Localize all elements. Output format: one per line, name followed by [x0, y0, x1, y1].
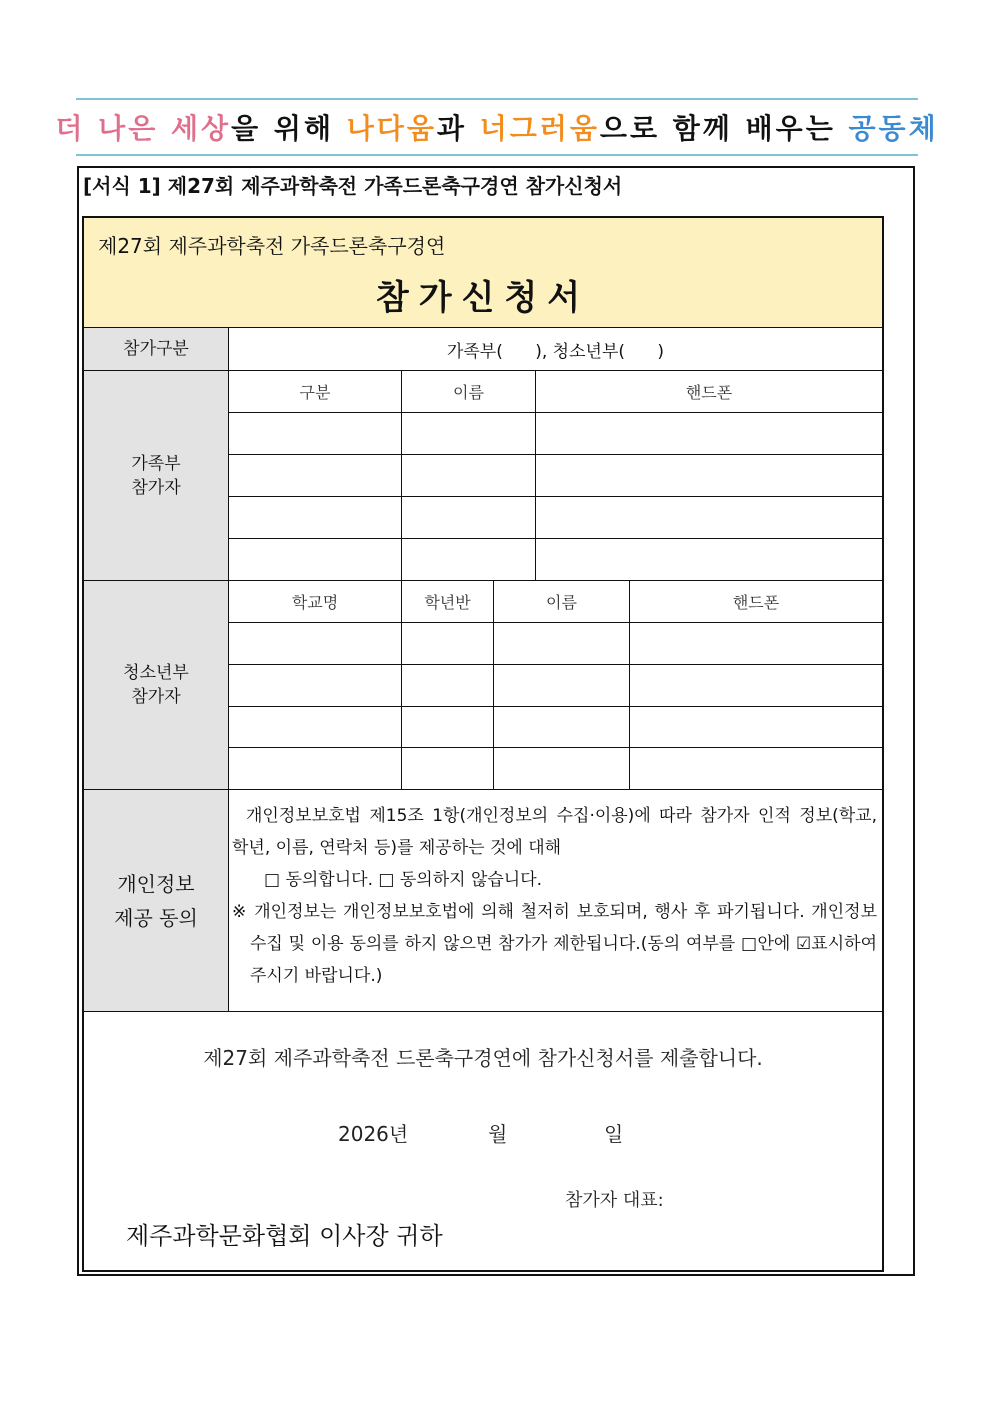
youth-cell[interactable] [630, 748, 882, 789]
family-col-name: 이름 [402, 371, 536, 413]
youth-cell[interactable] [630, 707, 882, 748]
family-cell[interactable] [229, 539, 402, 580]
youth-cell[interactable] [402, 623, 494, 665]
consent-label-line2: 제공 동의 [114, 905, 198, 930]
youth-label-line1: 청소년부 [123, 663, 189, 683]
consent-label [84, 790, 229, 1011]
consent-statement: 개인정보보호법 제15조 1항(개인정보의 수집·이용)에 따라 참가자 인적 정보(학교, 학년, 이름, 연락처 등)를 제공하는 것에 대해 [232, 806, 877, 858]
youth-label [84, 581, 229, 789]
slogan-part: 으로 함께 배우는 [599, 112, 849, 145]
family-cell[interactable] [536, 455, 882, 497]
category-label: 참가구분 [84, 328, 229, 370]
family-label [84, 371, 229, 580]
family-cell[interactable] [229, 455, 402, 497]
family-cell[interactable] [536, 539, 882, 580]
youth-cell[interactable] [229, 748, 402, 789]
youth-cell[interactable] [494, 623, 630, 665]
category-choice[interactable]: 가족부( ), 청소년부( ) [446, 341, 665, 362]
youth-label-line2: 참가자 [131, 687, 181, 707]
family-cell[interactable] [536, 413, 882, 455]
family-cell[interactable] [229, 413, 402, 455]
youth-section [84, 581, 882, 790]
slogan-part: 너그러움 [479, 112, 600, 145]
youth-cell[interactable] [494, 707, 630, 748]
youth-cell[interactable] [630, 665, 882, 707]
consent-checkboxes[interactable]: □ 동의합니다. □ 동의하지 않습니다. [264, 870, 543, 890]
youth-col-phone: 핸드폰 [630, 581, 882, 623]
youth-cell[interactable] [494, 748, 630, 789]
family-cell[interactable] [402, 455, 536, 497]
consent-section [84, 790, 882, 1012]
slogan-part: 을 위해 [231, 112, 347, 145]
family-cell[interactable] [402, 413, 536, 455]
form-caption: [서식 1] 제27회 제주과학축전 가족드론축구경연 참가신청서 [83, 174, 623, 198]
submission-statement: 제27회 제주과학축전 드론축구경연에 참가신청서를 제출합니다. [203, 1046, 763, 1070]
youth-cell[interactable] [229, 623, 402, 665]
date-day[interactable]: 일 [604, 1122, 624, 1146]
family-cell[interactable] [536, 497, 882, 539]
category-row [84, 328, 882, 371]
family-col-phone: 핸드폰 [536, 371, 882, 413]
youth-col-name: 이름 [494, 581, 630, 623]
family-cell[interactable] [229, 497, 402, 539]
family-label-line1: 가족부 [131, 453, 181, 474]
form-title: 참가신청서 [375, 278, 591, 318]
youth-col-grade: 학년반 [402, 581, 494, 623]
youth-cell[interactable] [402, 665, 494, 707]
family-col-type: 구분 [229, 371, 402, 413]
family-section [84, 371, 882, 581]
slogan-banner [55, 98, 939, 156]
date-month[interactable]: 월 [488, 1122, 508, 1146]
family-cell[interactable] [402, 539, 536, 580]
slogan-part: 과 [436, 112, 480, 145]
youth-cell[interactable] [630, 623, 882, 665]
form-header [84, 218, 882, 328]
youth-col-school: 학교명 [229, 581, 402, 623]
consent-label-line1: 개인정보 [117, 871, 195, 896]
recipient-line: 제주과학문화협회 이사장 귀하 [126, 1222, 443, 1250]
consent-text [232, 800, 877, 992]
youth-cell[interactable] [229, 665, 402, 707]
family-cell[interactable] [402, 497, 536, 539]
date-year[interactable]: 2026년 [338, 1122, 409, 1146]
representative-label[interactable]: 참가자 대표: [565, 1190, 664, 1211]
youth-cell[interactable] [229, 707, 402, 748]
slogan-part: 공동체 [848, 112, 939, 145]
application-form [82, 216, 884, 1272]
youth-cell[interactable] [494, 665, 630, 707]
slogan-part: 나다움 [346, 112, 437, 145]
family-label-line2: 참가자 [131, 477, 181, 498]
slogan-part: 더 나은 세상 [55, 112, 232, 145]
youth-cell[interactable] [402, 748, 494, 789]
youth-cell[interactable] [402, 707, 494, 748]
slogan-text [55, 107, 938, 147]
consent-note: ※ 개인정보는 개인정보보호법에 의해 철저히 보호되며, 행사 후 파기됩니다. 개인정보 수집 및 이용 동의를 하지 않으면 참가가 제한됩니다.(동의 여부를 □안에 ☑표시하여 주시기 바랍니다.) [232, 902, 877, 986]
form-subtitle: 제27회 제주과학축전 가족드론축구경연 [98, 234, 446, 258]
